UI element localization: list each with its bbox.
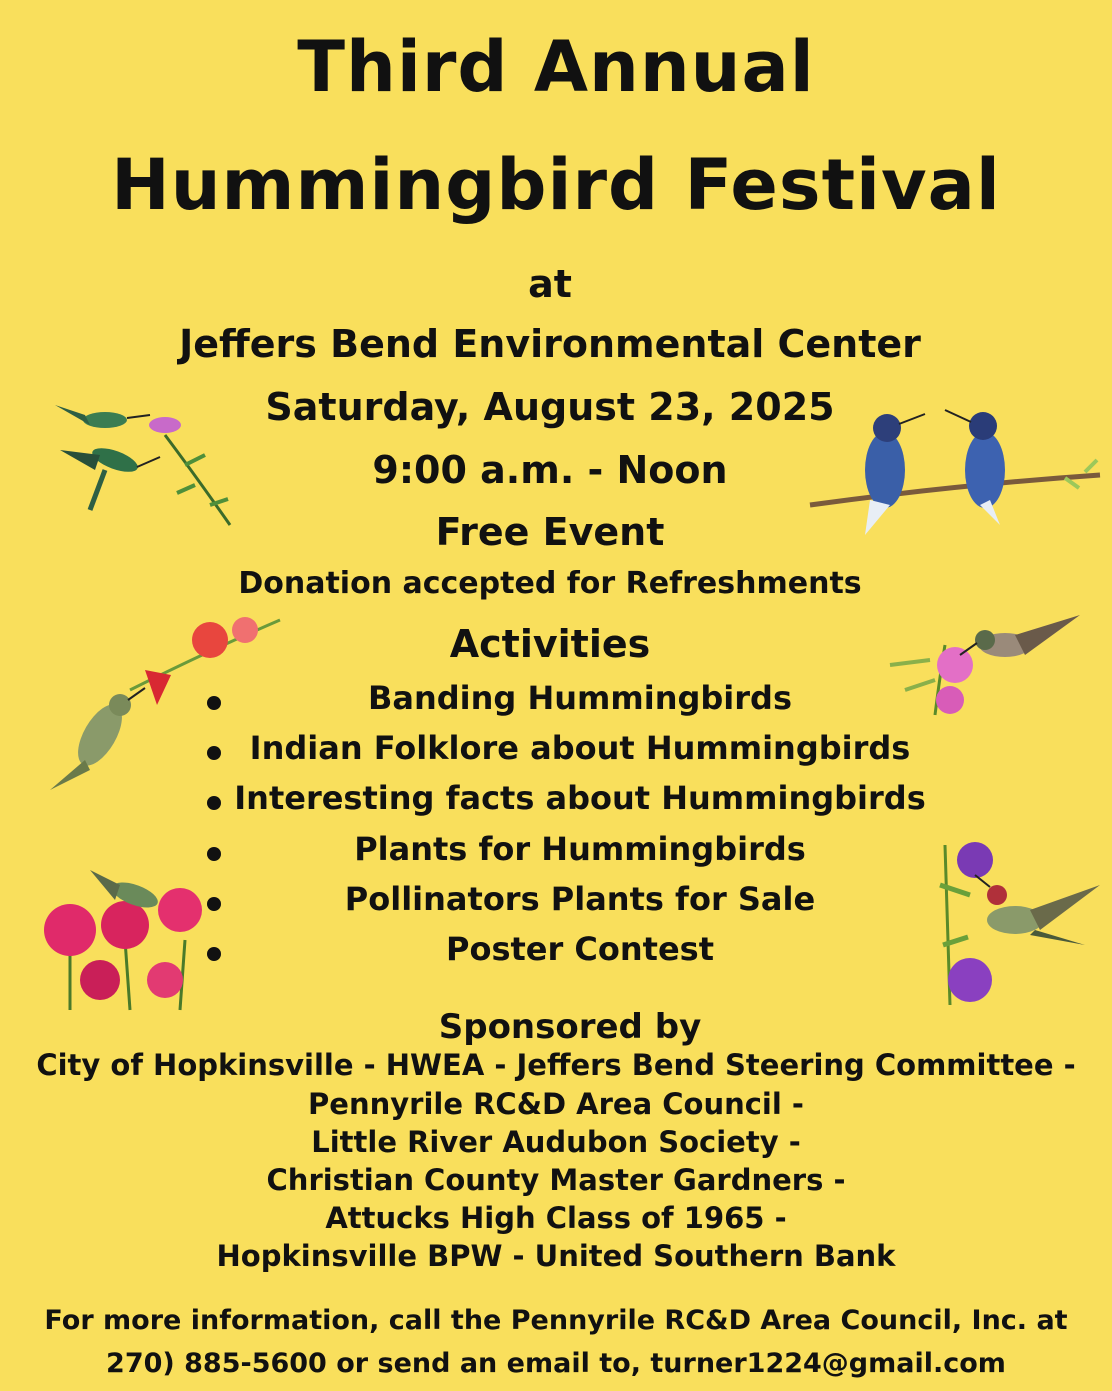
hummingbird-pair-icon [45,395,245,535]
contact-line-1: For more information, call the Pennyrile RC&D Area Council, Inc. at [44,1305,1068,1336]
event-time: 9:00 a.m. - Noon [372,448,728,492]
donation-note: Donation accepted for Refreshments [238,566,862,601]
bee-balm-hummingbird-icon [30,870,210,1015]
venue-name: Jeffers Bend Environmental Center [179,322,921,366]
activity-item: Indian Folklore about Hummingbirds [249,729,911,767]
hummingbirds-on-branch-icon [805,400,1105,540]
activity-item: Poster Contest [446,930,714,968]
sponsor-line: Pennyrile RC&D Area Council - [308,1087,804,1121]
event-date: Saturday, August 23, 2025 [265,385,835,429]
sponsor-line: City of Hopkinsville - HWEA - Jeffers Bend Steering Committee - [36,1048,1076,1082]
activity-item: Interesting facts about Hummingbirds [234,779,926,817]
activity-item: Banding Hummingbirds [368,679,792,717]
sponsors-heading: Sponsored by [438,1007,702,1047]
sponsor-line: Hopkinsville BPW - United Southern Bank [216,1239,896,1273]
activity-item: Plants for Hummingbirds [354,830,806,868]
activity-item: Pollinators Plants for Sale [344,880,816,918]
hummingbird-flower-icon [885,605,1085,730]
hummingbird-flower-icon [40,610,290,795]
sponsor-line: Christian County Master Gardners - [266,1163,846,1197]
title-line-2: Hummingbird Festival [111,144,1001,226]
sponsor-line: Attucks High Class of 1965 - [325,1201,787,1235]
title-line-1: Third Annual [297,26,815,108]
activities-heading: Activities [449,622,651,666]
hummingbird-petunia-icon [935,835,1105,1015]
sponsor-line: Little River Audubon Society - [311,1125,801,1159]
free-event: Free Event [435,510,665,554]
contact-line-2: 270) 885-5600 or send an email to, turner1224@gmail.com [106,1348,1006,1379]
venue-at: at [528,262,572,306]
